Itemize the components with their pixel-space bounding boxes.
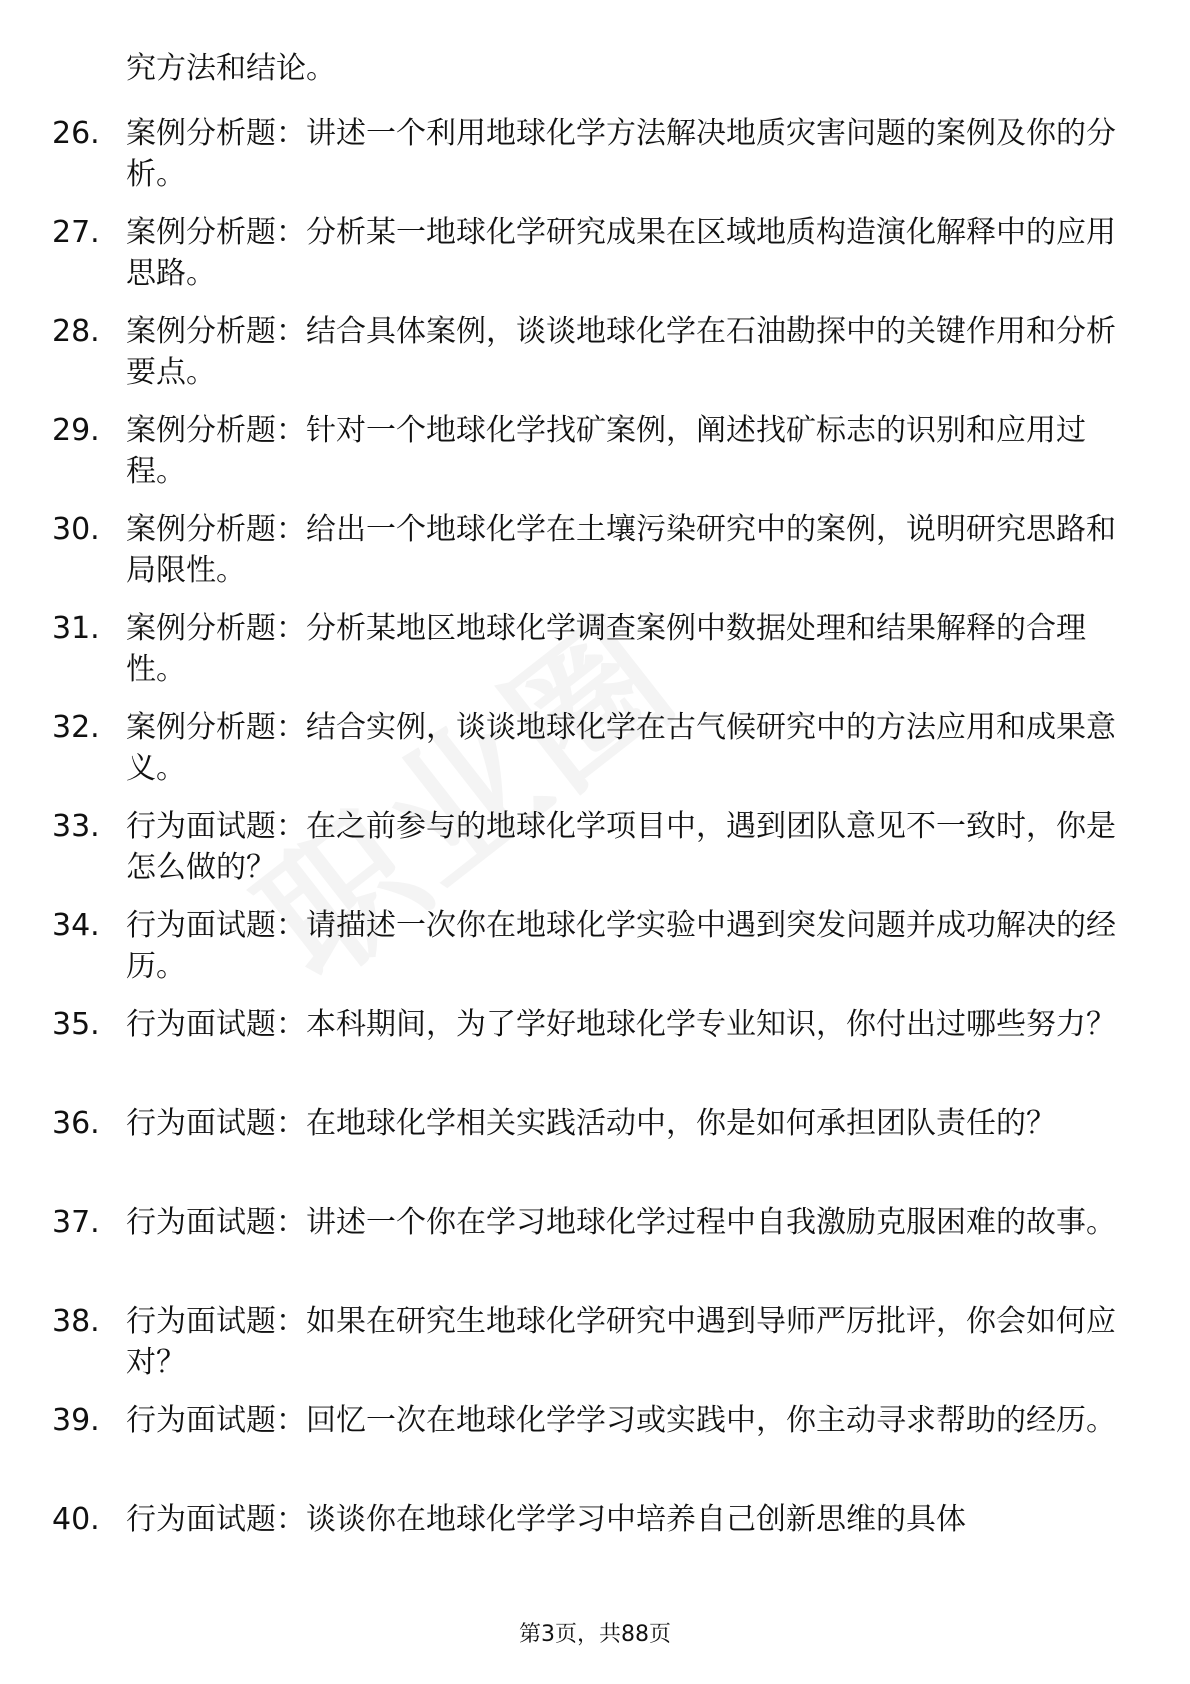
question-text: 行为面试题：讲述一个你在学习地球化学过程中自我激励克服困难的故事。	[126, 1205, 1116, 1240]
question-text: 案例分析题：结合实例，谈谈地球化学在古气候研究中的方法应用和成果意义。	[126, 710, 1116, 786]
question-item	[52, 707, 1118, 789]
question-item	[52, 905, 1118, 987]
question-number: 30.	[52, 512, 100, 547]
question-text: 行为面试题：谈谈你在地球化学学习中培养自己创新思维的具体	[126, 1502, 966, 1537]
question-item	[52, 1301, 1118, 1383]
question-text: 案例分析题：给出一个地球化学在土壤污染研究中的案例，说明研究思路和局限性。	[126, 512, 1116, 588]
question-number: 31.	[52, 611, 100, 646]
question-number: 27.	[52, 215, 100, 250]
question-text: 案例分析题：针对一个地球化学找矿案例，阐述找矿标志的识别和应用过程。	[126, 413, 1086, 489]
question-number: 36.	[52, 1106, 100, 1141]
question-number: 40.	[52, 1502, 100, 1537]
question-text: 案例分析题：结合具体案例，谈谈地球化学在石油勘探中的关键作用和分析要点。	[126, 314, 1116, 390]
question-number: 29.	[52, 413, 100, 448]
question-text: 行为面试题：在地球化学相关实践活动中，你是如何承担团队责任的？	[126, 1106, 1056, 1141]
question-text: 行为面试题：在之前参与的地球化学项目中，遇到团队意见不一致时，你是怎么做的？	[126, 809, 1116, 885]
question-number: 37.	[52, 1205, 100, 1240]
page-footer: 第3页，共88页	[519, 1622, 671, 1647]
question-number: 28.	[52, 314, 100, 349]
question-item	[52, 806, 1118, 888]
question-item	[52, 509, 1118, 591]
continuation-text: 究方法和结论。	[126, 51, 336, 86]
question-item	[52, 410, 1118, 492]
question-text: 行为面试题：本科期间，为了学好地球化学专业知识，你付出过哪些努力？	[126, 1007, 1116, 1042]
question-number: 35.	[52, 1007, 100, 1042]
question-number: 32.	[52, 710, 100, 745]
question-number: 38.	[52, 1304, 100, 1339]
question-text: 案例分析题：分析某一地球化学研究成果在区域地质构造演化解释中的应用思路。	[126, 215, 1116, 291]
question-item	[52, 1103, 1118, 1185]
question-item	[52, 1499, 1118, 1540]
question-number: 34.	[52, 908, 100, 943]
question-number: 39.	[52, 1403, 100, 1438]
question-item	[52, 608, 1118, 690]
question-number: 33.	[52, 809, 100, 844]
question-text: 案例分析题：分析某地区地球化学调查案例中数据处理和结果解释的合理性。	[126, 611, 1086, 687]
question-item	[52, 1400, 1118, 1482]
question-item	[52, 1004, 1118, 1086]
question-item	[52, 311, 1118, 393]
question-number: 26.	[52, 116, 100, 151]
question-list	[52, 113, 1118, 1557]
question-text: 行为面试题：请描述一次你在地球化学实验中遇到突发问题并成功解决的经历。	[126, 908, 1116, 984]
question-item	[52, 1202, 1118, 1284]
question-text: 行为面试题：回忆一次在地球化学学习或实践中，你主动寻求帮助的经历。	[126, 1403, 1116, 1438]
question-text: 案例分析题：讲述一个利用地球化学方法解决地质灾害问题的案例及你的分析。	[126, 116, 1116, 192]
question-text: 行为面试题：如果在研究生地球化学研究中遇到导师严厉批评，你会如何应对？	[126, 1304, 1116, 1380]
question-item	[52, 113, 1118, 195]
question-item	[52, 212, 1118, 294]
